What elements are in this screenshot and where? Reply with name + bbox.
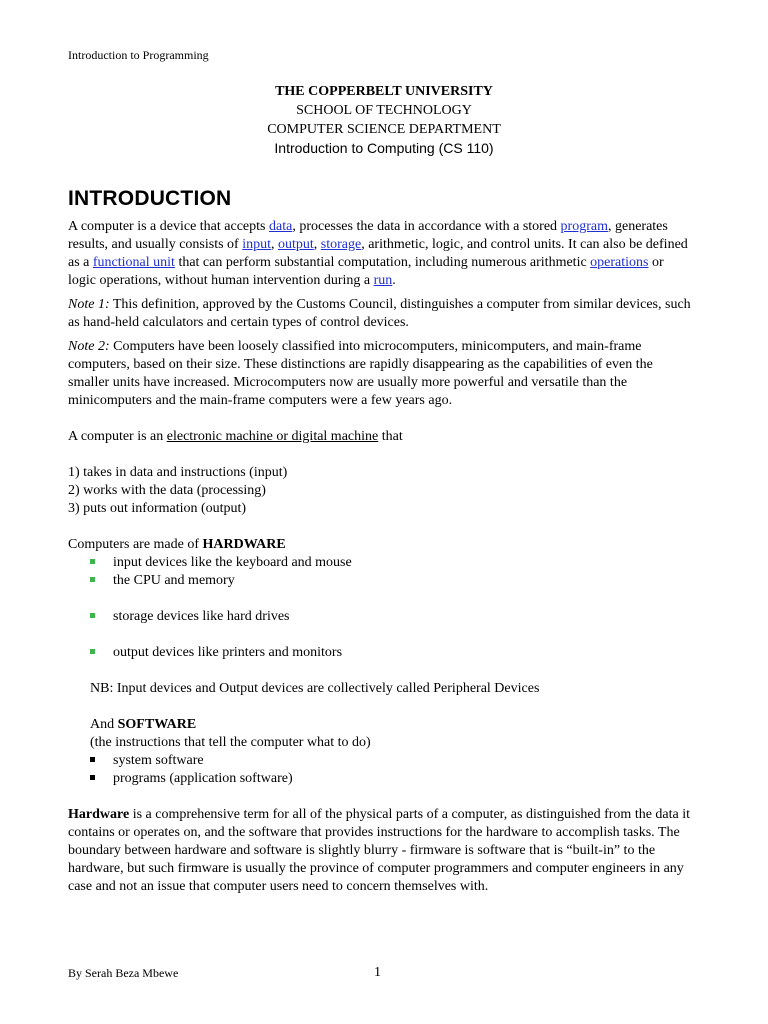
link-storage[interactable]: storage xyxy=(320,237,362,252)
square-bullet-icon xyxy=(90,649,95,654)
software-list xyxy=(68,752,693,788)
running-header: Introduction to Programming xyxy=(68,48,209,62)
square-bullet-icon xyxy=(90,775,95,780)
steps-list xyxy=(68,464,693,518)
link-run[interactable]: run xyxy=(373,273,393,288)
list-item: the CPU and memory xyxy=(68,572,693,590)
link-output[interactable]: output xyxy=(278,237,314,252)
note-1-label: Note 1: xyxy=(68,297,110,312)
list-item: storage devices like hard drives xyxy=(68,608,693,626)
list-item: programs (application software) xyxy=(68,770,693,788)
link-functional-unit[interactable]: functional unit xyxy=(92,255,175,270)
department-name: COMPUTER SCIENCE DEPARTMENT xyxy=(267,122,501,137)
intro-paragraph: A computer is a device that accepts data, processes the data in accordance with a stored program, generates results, and usually consists of input, output, storage, arithmetic, logic, and control units. It can also be defined as a functional unit that can perform substantial computation, including numerous arithmetic operations or logic operations, without human intervention during a run. xyxy=(68,219,688,288)
hardware-intro: Computers are made of HARDWARE xyxy=(68,537,286,552)
square-bullet-icon xyxy=(90,757,95,762)
university-name: THE COPPERBELT UNIVERSITY xyxy=(275,84,493,99)
note-2-label: Note 2: xyxy=(68,339,110,354)
hardware-paragraph: Hardware is a comprehensive term for all of the physical parts of a computer, as distinguished from the data it contains or operates on, and the software that provides instructions for the hardware to accomplish tasks. The boundary between hardware and software is slightly blurry - firmware is software that is “built-in” to the hardware, but such firmware is usually the province of computer programmers and computer engineers in any case and not an issue that computer users need to concern themselves with. xyxy=(68,807,691,894)
link-data[interactable]: data xyxy=(268,219,293,234)
note-1: Note 1: This definition, approved by the Customs Council, distinguishes a computer from similar devices, such as hand-held calculators and certain types of control devices. xyxy=(68,297,691,330)
link-program[interactable]: program xyxy=(560,219,608,234)
step-item: 3) puts out information (output) xyxy=(68,501,247,516)
step-item: 2) works with the data (processing) xyxy=(68,483,266,498)
link-operations[interactable]: operations xyxy=(590,255,649,270)
square-bullet-icon xyxy=(90,559,95,564)
definition-underlined: electronic machine or digital machine xyxy=(166,429,379,444)
footer-author: By Serah Beza Mbewe xyxy=(68,966,179,980)
list-item: system software xyxy=(68,752,693,770)
note-2: Note 2: Computers have been loosely classified into microcomputers, minicomputers, and main-frame computers, based on their size. These distinctions are rapidly disappearing as the capabilities of even the smaller units have increased. Microcomputers now are usually more powerful and versatile than the minicomputers and the main-frame computers were a few years ago. xyxy=(68,339,653,408)
step-item: 1) takes in data and instructions (input) xyxy=(68,465,288,480)
list-item: output devices like printers and monitors xyxy=(68,644,693,662)
document-body xyxy=(68,218,693,896)
square-bullet-icon xyxy=(90,613,95,618)
software-description: (the instructions that tell the computer what to do) xyxy=(90,735,371,750)
square-bullet-icon xyxy=(90,577,95,582)
course-title: Introduction to Computing (CS 110) xyxy=(274,140,494,156)
section-heading: INTRODUCTION xyxy=(68,187,232,210)
link-input[interactable]: input xyxy=(242,237,271,252)
hardware-keyword: HARDWARE xyxy=(202,537,286,552)
hardware-term: Hardware xyxy=(68,807,130,822)
nb-note: NB: Input devices and Output devices are collectively called Peripheral Devices xyxy=(90,681,540,696)
list-item: input devices like the keyboard and mouse xyxy=(68,554,693,572)
title-block xyxy=(0,82,768,158)
hardware-list xyxy=(68,554,693,662)
page-number: 1 xyxy=(374,965,381,980)
school-name: SCHOOL OF TECHNOLOGY xyxy=(296,103,472,118)
software-keyword: SOFTWARE xyxy=(117,717,197,732)
software-intro: And SOFTWARE xyxy=(90,717,197,732)
computer-definition: A computer is an electronic machine or digital machine that xyxy=(68,429,403,444)
